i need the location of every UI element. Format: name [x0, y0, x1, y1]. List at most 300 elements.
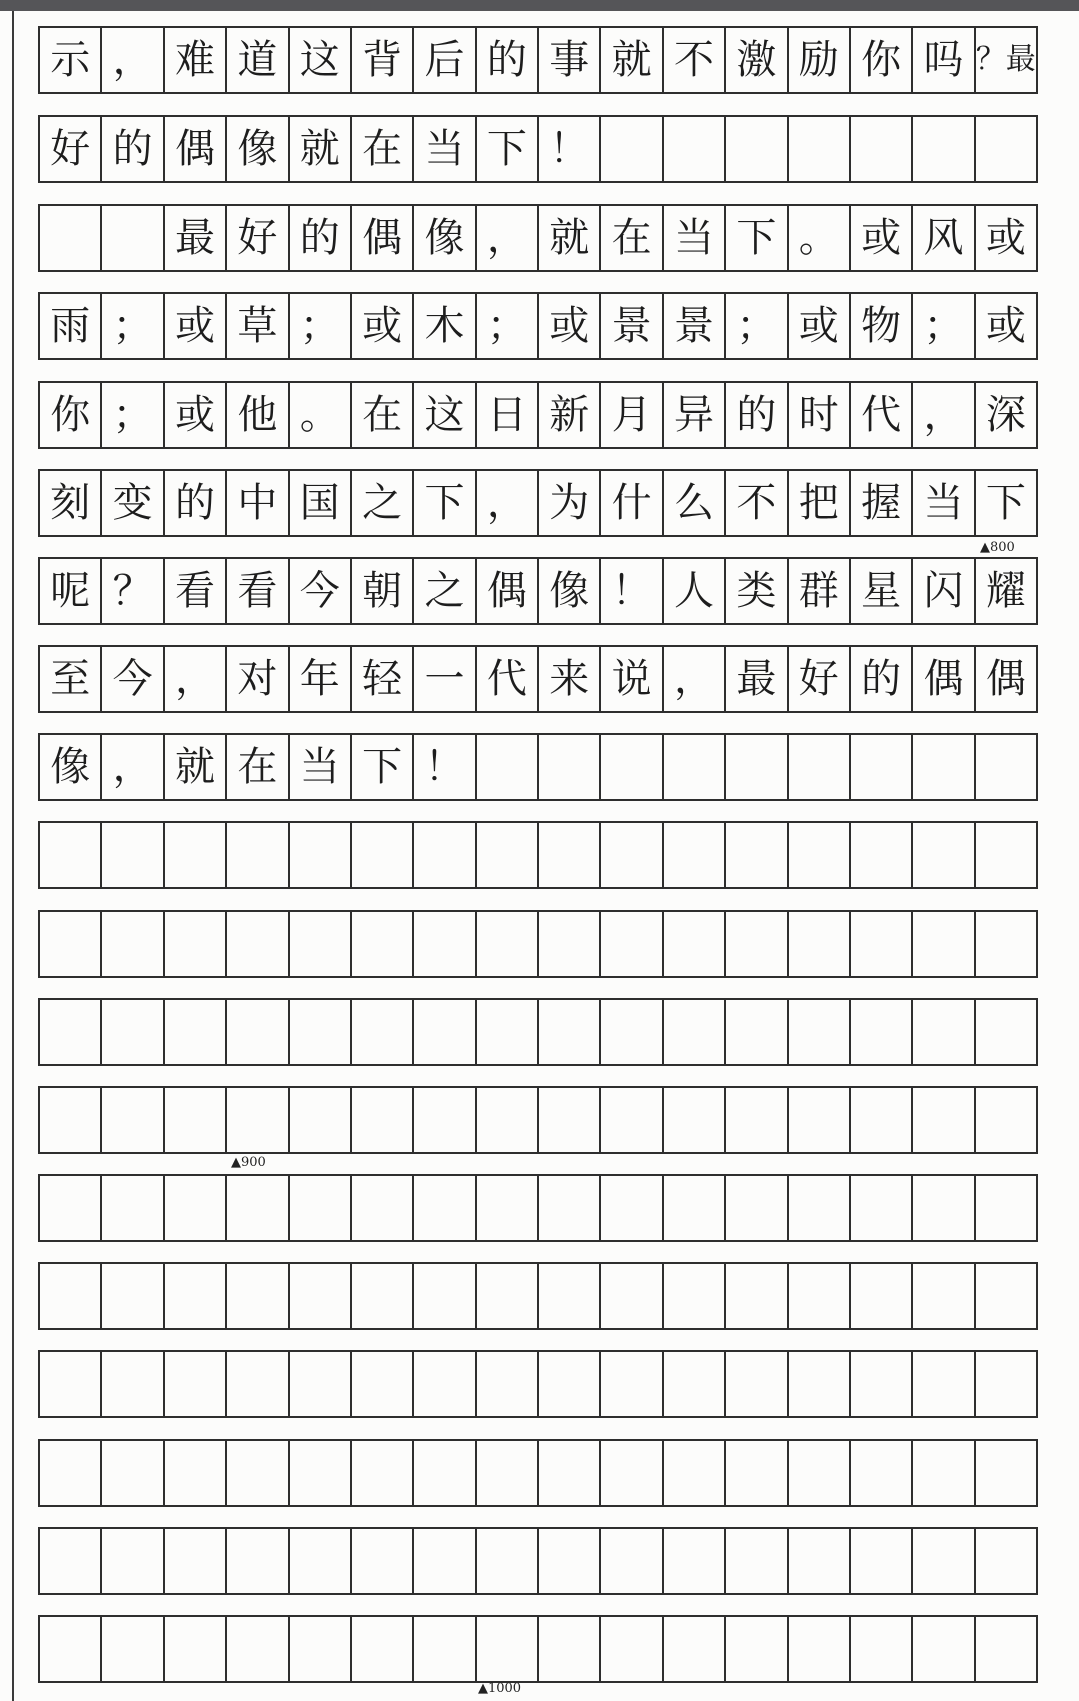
grid-cell: [599, 117, 661, 181]
grid-cell: 木: [412, 294, 474, 358]
grid-cell: [412, 1176, 474, 1240]
grid-cell: 这: [288, 28, 350, 92]
grid-cell: [40, 1088, 100, 1152]
grid-cell: [288, 1264, 350, 1328]
grid-cell: [475, 1176, 537, 1240]
grid-cell: [911, 735, 973, 799]
grid-cell: [537, 823, 599, 887]
grid-row: [38, 1615, 1038, 1683]
grid-cell: 下: [412, 471, 474, 535]
grid-cell: 耀: [974, 559, 1036, 623]
grid-row: [38, 381, 1038, 449]
grid-cell: 中: [225, 471, 287, 535]
grid-cell: [40, 1000, 100, 1064]
grid-cell: [40, 823, 100, 887]
grid-cell: ；: [724, 294, 786, 358]
grid-cell: [787, 1176, 849, 1240]
grid-cell: [662, 1617, 724, 1681]
grid-cell: [225, 1088, 287, 1152]
grid-cell: 为: [537, 471, 599, 535]
grid-cell: 或: [350, 294, 412, 358]
grid-cell: 闪: [911, 559, 973, 623]
grid-row: [38, 1527, 1038, 1595]
grid-cell: 年: [288, 647, 350, 711]
grid-cell: ！: [412, 735, 474, 799]
grid-cell: [599, 1264, 661, 1328]
grid-row: [38, 1350, 1038, 1418]
grid-cell: [599, 823, 661, 887]
grid-cell: [412, 823, 474, 887]
grid-cell: [662, 1176, 724, 1240]
grid-cell: 不: [724, 471, 786, 535]
grid-cell: 一: [412, 647, 474, 711]
grid-cell: ，: [475, 206, 537, 270]
grid-cell: [599, 735, 661, 799]
grid-cell: 来: [537, 647, 599, 711]
grid-cell: [787, 1000, 849, 1064]
grid-cell: [974, 735, 1036, 799]
grid-row: [38, 469, 1038, 537]
grid-cell: ？最: [974, 28, 1036, 92]
grid-cell: [787, 1441, 849, 1505]
grid-cell: 在: [225, 735, 287, 799]
grid-cell: [849, 1000, 911, 1064]
grid-cell: [40, 206, 100, 270]
grid-cell: [599, 1176, 661, 1240]
grid-cell: [974, 1617, 1036, 1681]
grid-cell: 下: [475, 117, 537, 181]
grid-cell: 当: [288, 735, 350, 799]
grid-cell: ，: [163, 647, 225, 711]
grid-cell: [475, 1441, 537, 1505]
grid-cell: [350, 823, 412, 887]
grid-cell: 就: [288, 117, 350, 181]
grid-cell: [537, 1617, 599, 1681]
grid-cell: [225, 912, 287, 976]
grid-cell: [724, 823, 786, 887]
grid-cell: [288, 1176, 350, 1240]
grid-cell: [412, 1441, 474, 1505]
grid-cell: 代: [849, 383, 911, 447]
grid-cell: [599, 1088, 661, 1152]
grid-cell: 月: [599, 383, 661, 447]
grid-cell: 像: [412, 206, 474, 270]
grid-cell: [537, 1441, 599, 1505]
grid-cell: 之: [350, 471, 412, 535]
grid-cell: [599, 1441, 661, 1505]
grid-cell: 偶: [475, 559, 537, 623]
grid-cell: ，: [100, 735, 162, 799]
grid-cell: [350, 1176, 412, 1240]
grid-cell: [662, 823, 724, 887]
grid-cell: [40, 1264, 100, 1328]
grid-cell: [599, 1617, 661, 1681]
grid-cell: 偶: [974, 647, 1036, 711]
grid-cell: [787, 1529, 849, 1593]
grid-cell: 背: [350, 28, 412, 92]
grid-cell: [100, 206, 162, 270]
grid-cell: [662, 1352, 724, 1416]
grid-cell: ，: [475, 471, 537, 535]
grid-cell: [475, 1000, 537, 1064]
grid-cell: ，: [662, 647, 724, 711]
grid-cell: 像: [225, 117, 287, 181]
grid-cell: [288, 912, 350, 976]
grid-cell: 像: [537, 559, 599, 623]
grid-cell: [537, 1088, 599, 1152]
grid-cell: 最: [724, 647, 786, 711]
grid-cell: [911, 117, 973, 181]
grid-cell: [163, 1441, 225, 1505]
grid-cell: [974, 1352, 1036, 1416]
grid-cell: 或: [787, 294, 849, 358]
grid-cell: [412, 1617, 474, 1681]
grid-cell: [911, 1441, 973, 1505]
grid-cell: ！: [537, 117, 599, 181]
grid-cell: 说: [599, 647, 661, 711]
grid-cell: 星: [849, 559, 911, 623]
grid-row: [38, 998, 1038, 1066]
grid-cell: 当: [911, 471, 973, 535]
grid-cell: 你: [849, 28, 911, 92]
grid-cell: [225, 1000, 287, 1064]
grid-row: [38, 292, 1038, 360]
grid-cell: 把: [787, 471, 849, 535]
grid-cell: [100, 1000, 162, 1064]
grid-cell: 的: [724, 383, 786, 447]
grid-cell: 的: [163, 471, 225, 535]
grid-cell: [849, 1264, 911, 1328]
grid-cell: 呢: [50, 568, 91, 614]
grid-cell: [662, 1441, 724, 1505]
grid-cell: 时: [787, 383, 849, 447]
grid-cell: [724, 1264, 786, 1328]
grid-cell: 或: [163, 294, 225, 358]
grid-row: [38, 733, 1038, 801]
grid-cell: [225, 1529, 287, 1593]
grid-cell: [537, 1176, 599, 1240]
grid-cell: [412, 912, 474, 976]
grid-cell: [288, 1088, 350, 1152]
grid-cell: [225, 1352, 287, 1416]
grid-cell: [787, 1264, 849, 1328]
grid-cell: 或: [163, 383, 225, 447]
grid-cell: [849, 1617, 911, 1681]
grid-cell: [849, 1441, 911, 1505]
grid-cell: 人: [662, 559, 724, 623]
grid-cell: [163, 1000, 225, 1064]
grid-cell: [911, 1529, 973, 1593]
grid-cell: 在: [350, 383, 412, 447]
grid-cell: [724, 1000, 786, 1064]
grid-cell: [537, 1529, 599, 1593]
grid-cell: [288, 1617, 350, 1681]
grid-cell: 示: [50, 37, 91, 83]
grid-cell: [724, 1529, 786, 1593]
grid-cell: [974, 912, 1036, 976]
grid-cell: 风: [911, 206, 973, 270]
grid-cell: [911, 1088, 973, 1152]
grid-cell: [974, 117, 1036, 181]
grid-row: [38, 557, 1038, 625]
grid-cell: [475, 1088, 537, 1152]
grid-row: [38, 821, 1038, 889]
grid-cell: 的: [288, 206, 350, 270]
grid-cell: 下: [974, 471, 1036, 535]
grid-cell: 当: [412, 117, 474, 181]
grid-cell: 物: [849, 294, 911, 358]
grid-cell: [849, 1176, 911, 1240]
grid-cell: [475, 912, 537, 976]
grid-cell: 轻: [350, 647, 412, 711]
grid-cell: [475, 735, 537, 799]
grid-cell: ；: [100, 383, 162, 447]
grid-cell: [163, 1352, 225, 1416]
grid-cell: [100, 1441, 162, 1505]
grid-cell: 雨: [50, 303, 91, 349]
grid-cell: [599, 1529, 661, 1593]
grid-cell: [662, 735, 724, 799]
grid-cell: 的: [849, 647, 911, 711]
grid-cell: [537, 1000, 599, 1064]
grid-cell: 看: [225, 559, 287, 623]
grid-cell: [662, 912, 724, 976]
grid-cell: 偶: [163, 117, 225, 181]
grid-cell: [537, 1264, 599, 1328]
grid-cell: [412, 1529, 474, 1593]
grid-cell: [40, 1176, 100, 1240]
grid-cell: 就: [537, 206, 599, 270]
grid-cell: 变: [100, 471, 162, 535]
grid-cell: 在: [599, 206, 661, 270]
grid-cell: [40, 1617, 100, 1681]
grid-cell: 或: [974, 206, 1036, 270]
grid-cell: [163, 1176, 225, 1240]
grid-cell: [911, 1176, 973, 1240]
grid-cell: 事: [537, 28, 599, 92]
grid-row: [38, 1262, 1038, 1330]
grid-row: [38, 1086, 1038, 1154]
grid-cell: [599, 912, 661, 976]
grid-cell: [724, 1352, 786, 1416]
grid-cell: 握: [849, 471, 911, 535]
grid-cell: [662, 1000, 724, 1064]
grid-cell: [163, 1088, 225, 1152]
grid-cell: [475, 1352, 537, 1416]
grid-cell: 励: [787, 28, 849, 92]
grid-cell: [288, 1529, 350, 1593]
grid-cell: [787, 117, 849, 181]
grid-cell: [849, 1352, 911, 1416]
grid-row: [38, 910, 1038, 978]
grid-cell: [288, 1000, 350, 1064]
grid-row: [38, 204, 1038, 272]
grid-cell: 吗: [911, 28, 973, 92]
grid-cell: [100, 1176, 162, 1240]
grid-cell: [412, 1352, 474, 1416]
grid-cell: [163, 912, 225, 976]
grid-cell: 偶: [911, 647, 973, 711]
grid-cell: [40, 1352, 100, 1416]
grid-cell: [911, 1264, 973, 1328]
grid-cell: [974, 1264, 1036, 1328]
grid-cell: 异: [662, 383, 724, 447]
grid-cell: 群: [787, 559, 849, 623]
grid-cell: 好: [50, 126, 91, 172]
grid-cell: 偶: [350, 206, 412, 270]
grid-cell: 刻: [50, 480, 91, 526]
grid-cell: [225, 823, 287, 887]
grid-cell: [288, 1441, 350, 1505]
grid-cell: 像: [50, 744, 91, 790]
grid-row: [38, 645, 1038, 713]
grid-cell: [974, 823, 1036, 887]
grid-cell: [974, 1088, 1036, 1152]
grid-cell: [100, 823, 162, 887]
grid-cell: [599, 1000, 661, 1064]
grid-cell: [537, 735, 599, 799]
grid-cell: 深: [974, 383, 1036, 447]
grid-cell: [225, 1617, 287, 1681]
grid-cell: ，: [100, 28, 162, 92]
grid-cell: [412, 1000, 474, 1064]
grid-cell: 他: [225, 383, 287, 447]
grid-cell: [911, 1617, 973, 1681]
grid-cell: [849, 1529, 911, 1593]
grid-cell: ；: [100, 294, 162, 358]
grid-cell: [40, 1529, 100, 1593]
grid-cell: 什: [599, 471, 661, 535]
grid-cell: 好: [225, 206, 287, 270]
grid-cell: [288, 1352, 350, 1416]
grid-cell: [787, 823, 849, 887]
grid-cell: 景: [662, 294, 724, 358]
grid-cell: 国: [288, 471, 350, 535]
grid-cell: [724, 1176, 786, 1240]
grid-cell: [724, 117, 786, 181]
grid-cell: 对: [225, 647, 287, 711]
grid-cell: 你: [50, 392, 91, 438]
grid-cell: [662, 1529, 724, 1593]
grid-cell: [974, 1529, 1036, 1593]
grid-cell: [163, 823, 225, 887]
grid-cell: [40, 912, 100, 976]
grid-cell: 今: [288, 559, 350, 623]
grid-cell: [163, 1529, 225, 1593]
grid-cell: 日: [475, 383, 537, 447]
grid-cell: [974, 1000, 1036, 1064]
grid-cell: [225, 1176, 287, 1240]
grid-cell: 这: [412, 383, 474, 447]
grid-cell: 类: [724, 559, 786, 623]
grid-cell: [537, 912, 599, 976]
grid-cell: 难: [163, 28, 225, 92]
grid-cell: 下: [724, 206, 786, 270]
grid-cell: ；: [288, 294, 350, 358]
grid-cell: 不: [662, 28, 724, 92]
grid-cell: 在: [350, 117, 412, 181]
grid-cell: 就: [163, 735, 225, 799]
grid-cell: 朝: [350, 559, 412, 623]
grid-cell: [662, 1264, 724, 1328]
grid-cell: [350, 1529, 412, 1593]
grid-cell: [662, 117, 724, 181]
grid-cell: [724, 912, 786, 976]
grid-cell: 新: [537, 383, 599, 447]
grid-cell: 最: [163, 206, 225, 270]
grid-cell: 么: [662, 471, 724, 535]
grid-cell: 或: [537, 294, 599, 358]
grid-cell: [163, 1617, 225, 1681]
grid-cell: 的: [100, 117, 162, 181]
grid-cell: [163, 1264, 225, 1328]
grid-cell: [350, 1088, 412, 1152]
grid-cell: [100, 1617, 162, 1681]
grid-cell: [350, 1264, 412, 1328]
grid-cell: [475, 823, 537, 887]
grid-cell: 或: [974, 294, 1036, 358]
grid-cell: [787, 735, 849, 799]
grid-cell: 代: [475, 647, 537, 711]
grid-cell: 的: [475, 28, 537, 92]
grid-cell: [100, 912, 162, 976]
grid-cell: 草: [225, 294, 287, 358]
grid-cell: 就: [599, 28, 661, 92]
grid-cell: 至: [50, 656, 91, 702]
grid-cell: [974, 1176, 1036, 1240]
grid-cell: [475, 1264, 537, 1328]
grid-cell: 景: [599, 294, 661, 358]
grid-cell: [100, 1352, 162, 1416]
grid-cell: [288, 823, 350, 887]
grid-cell: 激: [724, 28, 786, 92]
grid-cell: [225, 1441, 287, 1505]
word-count-marker-900: ▲900: [231, 1155, 266, 1170]
grid-cell: [724, 1088, 786, 1152]
grid-cell: [100, 1264, 162, 1328]
grid-cell: [100, 1088, 162, 1152]
grid-cell: 。: [288, 383, 350, 447]
grid-cell: [412, 1088, 474, 1152]
grid-cell: [787, 1088, 849, 1152]
grid-cell: 之: [412, 559, 474, 623]
grid-cell: [537, 1352, 599, 1416]
grid-cell: [40, 1441, 100, 1505]
grid-cell: 当: [662, 206, 724, 270]
grid-cell: 下: [350, 735, 412, 799]
grid-cell: ；: [911, 294, 973, 358]
grid-row: [38, 26, 1038, 94]
grid-cell: [849, 735, 911, 799]
grid-cell: 好: [787, 647, 849, 711]
grid-cell: [724, 735, 786, 799]
grid-cell: [599, 1352, 661, 1416]
grid-row: [38, 1174, 1038, 1242]
grid-cell: [974, 1441, 1036, 1505]
grid-cell: [350, 1617, 412, 1681]
word-count-marker-1000: ▲1000: [478, 1681, 522, 1696]
grid-cell: ！: [599, 559, 661, 623]
grid-cell: [787, 912, 849, 976]
grid-cell: [849, 823, 911, 887]
grid-cell: ，: [911, 383, 973, 447]
grid-cell: 今: [100, 647, 162, 711]
grid-cell: [911, 912, 973, 976]
grid-cell: [787, 1352, 849, 1416]
grid-cell: [350, 912, 412, 976]
grid-row: [38, 115, 1038, 183]
grid-cell: [724, 1617, 786, 1681]
